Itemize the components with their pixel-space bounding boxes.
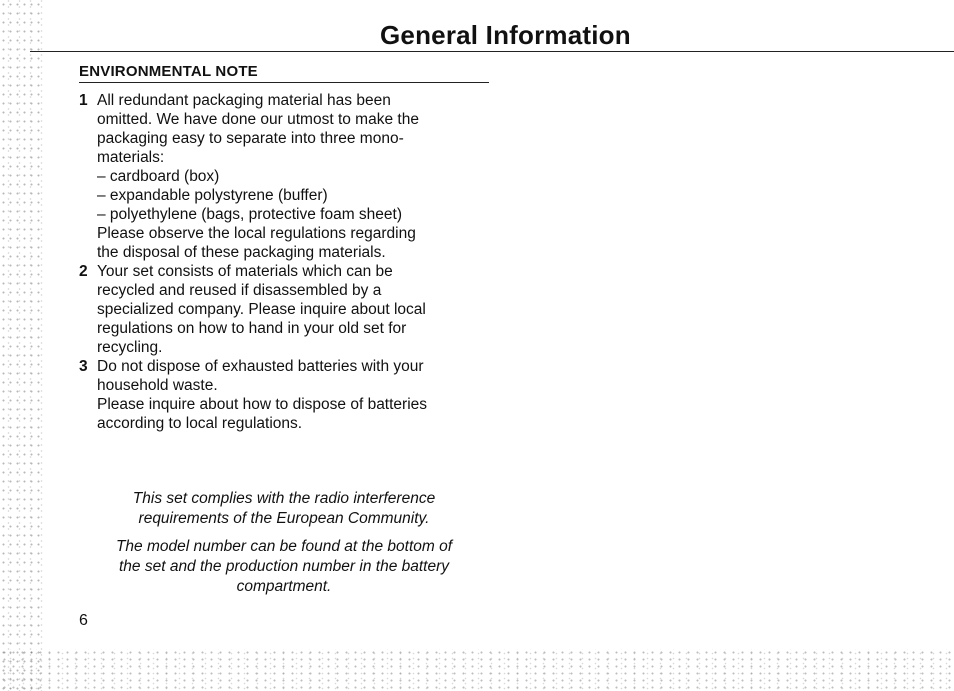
scan-noise-left-edge xyxy=(0,0,44,691)
section-heading: ENVIRONMENTAL NOTE xyxy=(79,63,258,80)
compliance-line: compartment. xyxy=(236,578,332,595)
radio-interference-note xyxy=(79,489,489,529)
scan-noise-bottom-edge xyxy=(0,649,954,691)
compliance-line: the set and the production number in the battery xyxy=(118,558,450,575)
environmental-note-list xyxy=(79,91,499,433)
model-number-note xyxy=(79,537,489,597)
item-text-line: omitted. We have done our utmost to make the xyxy=(97,111,419,128)
note-item-3 xyxy=(79,357,499,433)
compliance-statement xyxy=(79,489,489,597)
note-item-2 xyxy=(79,262,499,357)
item-text-line: materials: xyxy=(97,149,165,166)
item-text-line: recycled and reused if disassembled by a xyxy=(97,282,382,299)
material-list-entry: – cardboard (box) xyxy=(97,168,220,185)
item-number: 3 xyxy=(79,358,88,375)
compliance-line: The model number can be found at the bottom of xyxy=(115,538,453,555)
item-text-line: Your set consists of materials which can be xyxy=(97,263,393,280)
item-text-line: Please observe the local regulations regarding xyxy=(97,225,416,242)
item-text-line: specialized company. Please inquire about local xyxy=(97,301,426,318)
section-underline xyxy=(79,82,489,83)
item-text-line: according to local regulations. xyxy=(97,415,303,432)
item-text-line: All redundant packaging material has been xyxy=(97,92,391,109)
compliance-line: requirements of the European Community. xyxy=(138,510,430,527)
item-text-line: the disposal of these packaging materials. xyxy=(97,244,386,261)
item-text-line: recycling. xyxy=(97,339,163,356)
item-text-line: packaging easy to separate into three mono- xyxy=(97,130,404,147)
compliance-line: This set complies with the radio interference xyxy=(132,490,436,507)
item-number: 1 xyxy=(79,92,88,109)
material-list-entry: – expandable polystyrene (buffer) xyxy=(97,187,328,204)
material-list-entry: – polyethylene (bags, protective foam sheet) xyxy=(97,206,403,223)
page-number: 6 xyxy=(79,612,88,629)
item-text-line: Please inquire about how to dispose of batteries xyxy=(97,396,428,413)
note-item-1 xyxy=(79,91,499,262)
page-title: General Information xyxy=(380,20,631,50)
item-text-line: regulations on how to hand in your old set for xyxy=(97,320,407,337)
item-number: 2 xyxy=(79,263,88,280)
item-text-line: Do not dispose of exhausted batteries with your xyxy=(97,358,424,375)
item-text-line: household waste. xyxy=(97,377,218,394)
title-divider xyxy=(30,51,954,52)
